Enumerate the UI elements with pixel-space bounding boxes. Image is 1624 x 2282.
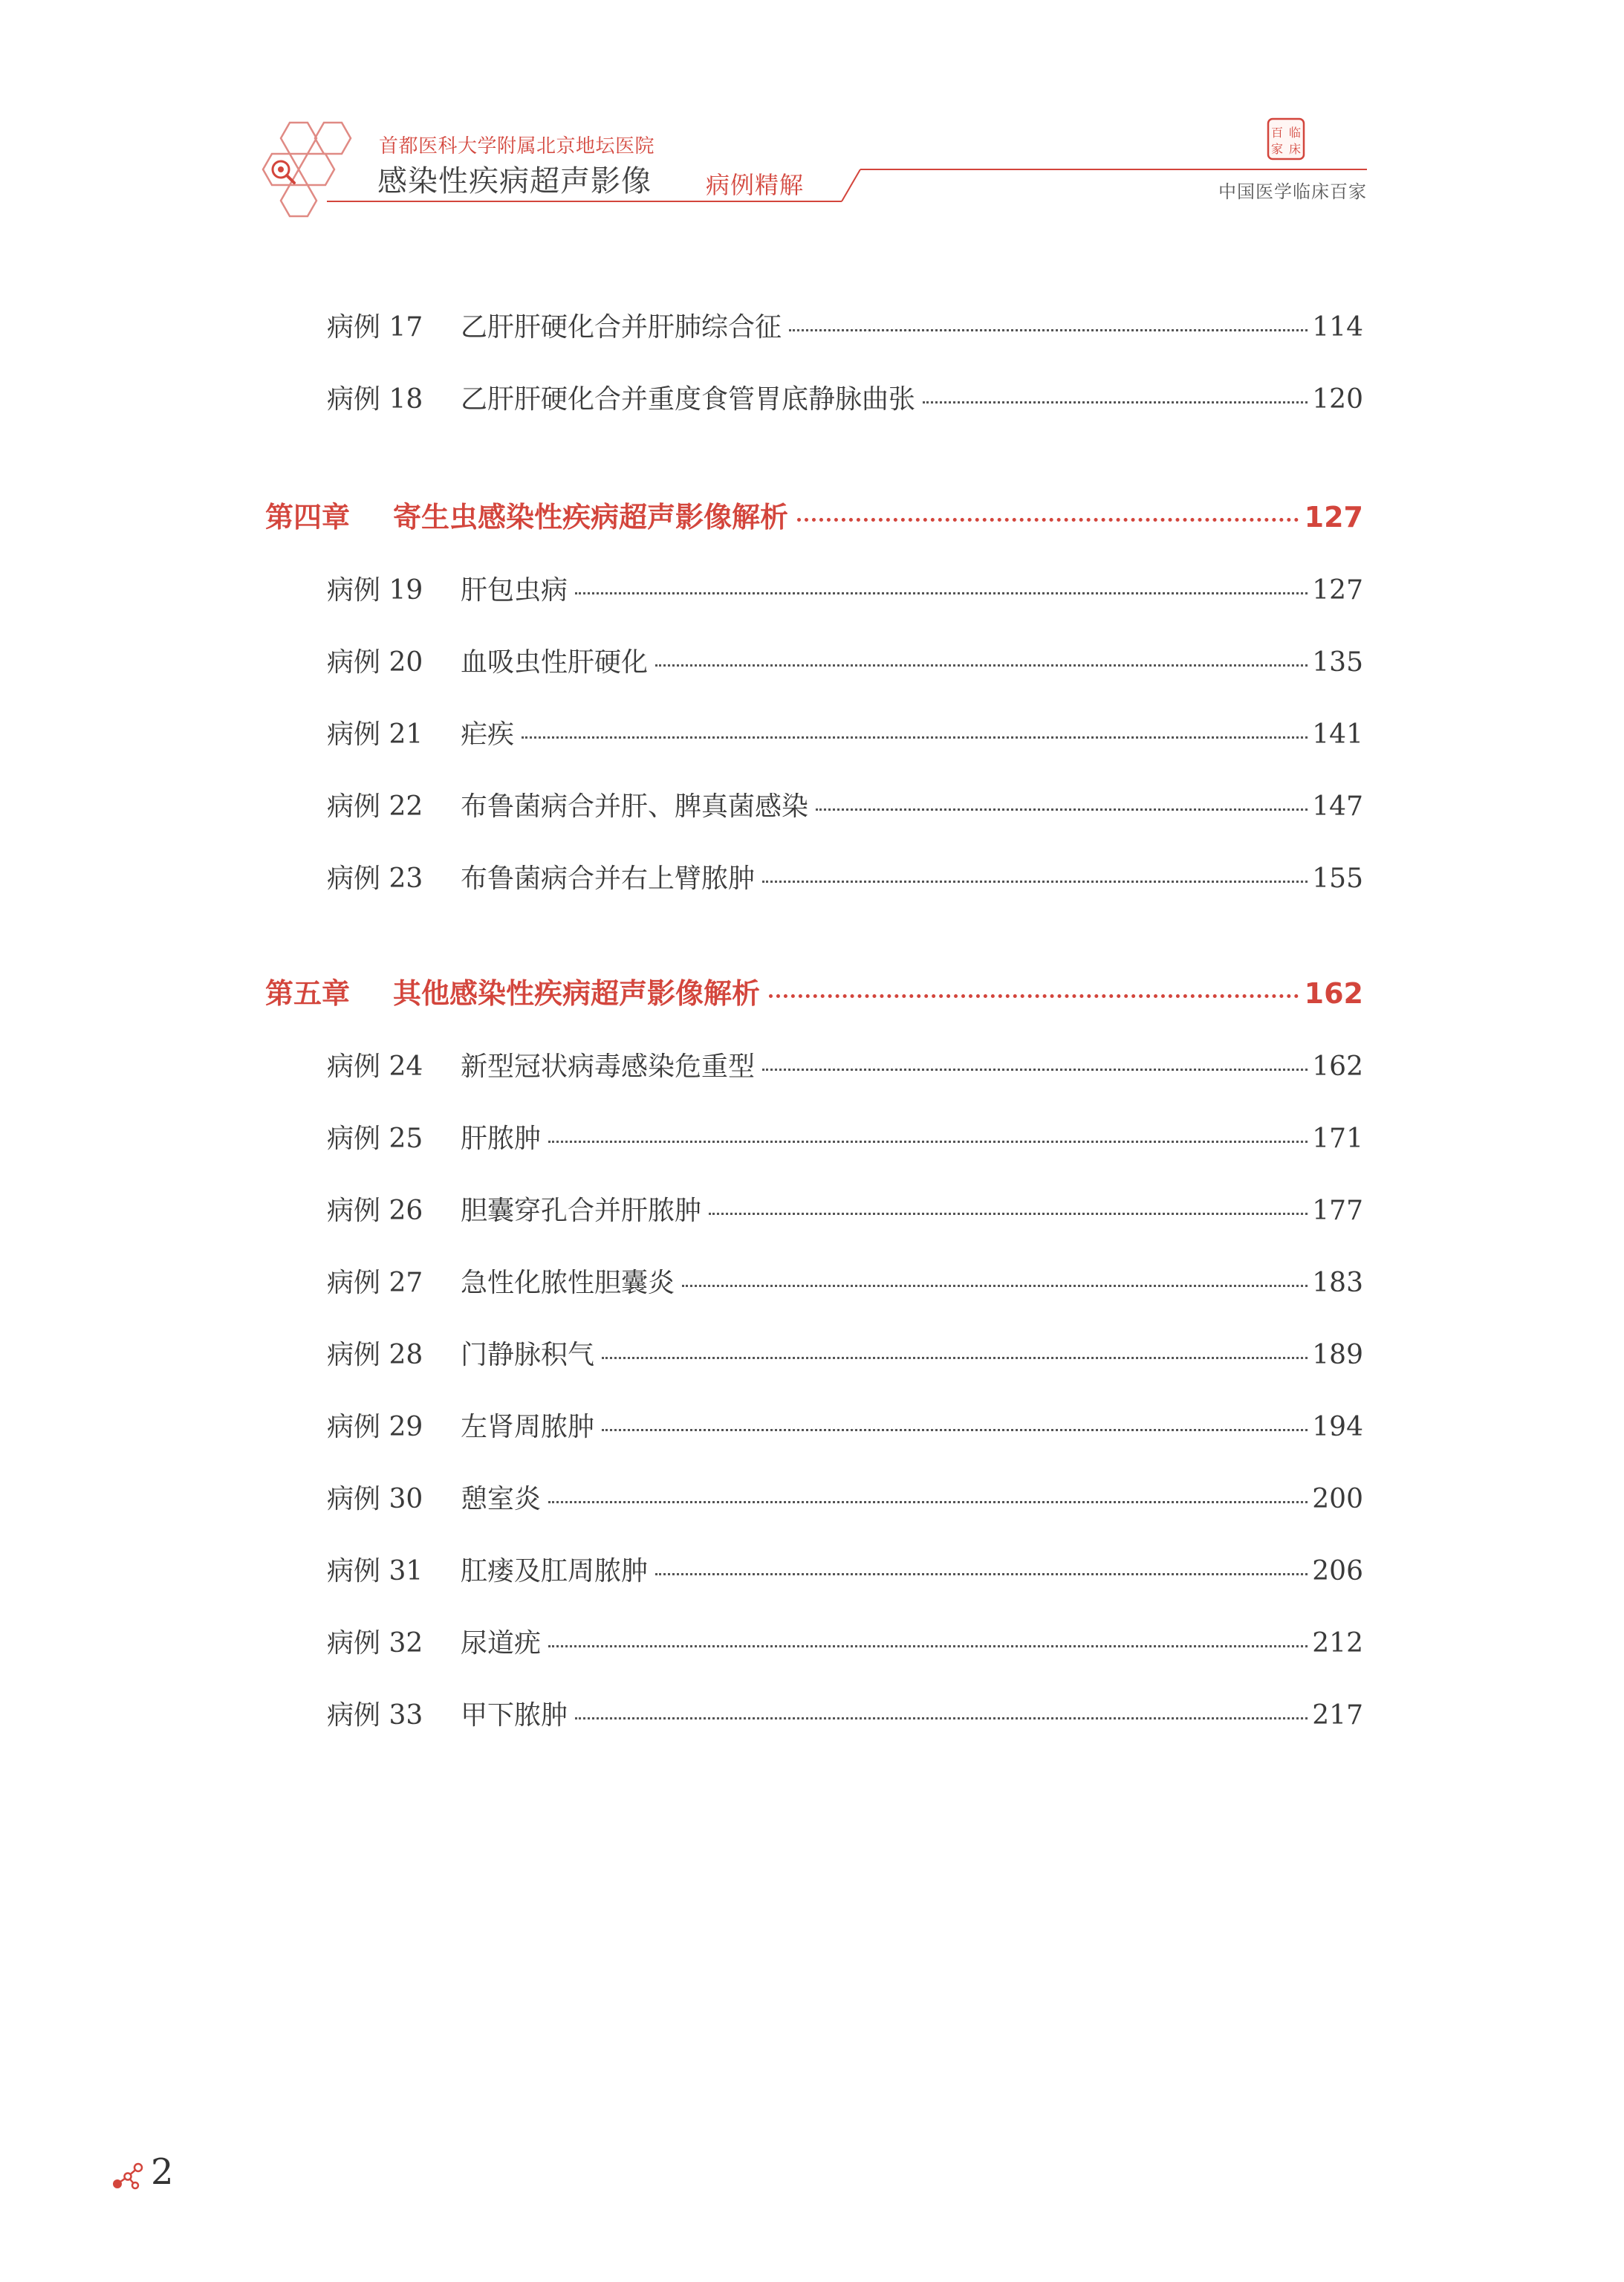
case-label: 病例 30	[327, 1484, 423, 1514]
case-label: 病例 22	[327, 791, 423, 822]
case-title: 乙肝肝硬化合并肝肺综合征	[461, 312, 782, 343]
toc-entry[interactable]	[327, 569, 1363, 611]
svg-text:家: 家	[1270, 142, 1284, 156]
dot-leader	[789, 329, 1308, 331]
case-title: 布鲁菌病合并右上臂脓肿	[461, 863, 756, 894]
svg-text:临: 临	[1288, 126, 1302, 140]
toc-entry[interactable]	[327, 1262, 1363, 1303]
case-label: 病例 20	[327, 647, 423, 678]
dot-leader	[816, 808, 1308, 811]
case-title: 胆囊穿孔合并肝脓肿	[461, 1196, 702, 1226]
page-ref: 217	[1312, 1700, 1363, 1731]
page-ref: 177	[1312, 1196, 1363, 1226]
toc-entry[interactable]	[327, 378, 1363, 420]
page-ref: 200	[1312, 1484, 1363, 1514]
chapter-heading[interactable]	[265, 970, 1363, 1017]
chapter-title: 其他感染性疾病超声影像解析	[393, 977, 761, 1010]
case-title: 血吸虫性肝硬化	[461, 647, 649, 678]
toc-entry[interactable]	[327, 1046, 1363, 1087]
chapter-heading[interactable]	[265, 494, 1363, 540]
case-label: 病例 21	[327, 719, 423, 750]
case-title: 肛瘘及肛周脓肿	[461, 1556, 649, 1586]
page-ref: 194	[1312, 1412, 1363, 1442]
toc-entry[interactable]	[327, 641, 1363, 683]
toc-entry[interactable]	[327, 1478, 1363, 1520]
svg-text:床: 床	[1288, 142, 1302, 156]
toc-entry[interactable]	[327, 306, 1363, 348]
toc-entry[interactable]	[327, 713, 1363, 755]
dot-leader	[575, 592, 1308, 594]
case-label: 病例 23	[327, 863, 423, 894]
page-number: 2	[151, 2151, 174, 2193]
page-ref: 147	[1312, 791, 1363, 822]
toc-entry[interactable]	[327, 1622, 1363, 1664]
dot-leader	[923, 401, 1308, 403]
dot-leader	[548, 1501, 1308, 1503]
page-ref: 141	[1312, 719, 1363, 750]
page-ref: 183	[1312, 1268, 1363, 1298]
page-ref: 162	[1304, 977, 1363, 1010]
dot-leader	[575, 1717, 1308, 1719]
case-title: 左肾周脓肿	[461, 1412, 595, 1442]
dot-leader	[548, 1645, 1308, 1647]
case-title: 门静脉积气	[461, 1340, 595, 1370]
case-title: 甲下脓肿	[461, 1700, 568, 1731]
case-label: 病例 25	[327, 1124, 423, 1154]
case-label: 病例 26	[327, 1196, 423, 1226]
page-ref: 120	[1312, 384, 1363, 415]
case-title: 憩室炎	[461, 1484, 542, 1514]
chapter-title: 寄生虫感染性疾病超声影像解析	[393, 501, 789, 534]
case-label: 病例 19	[327, 575, 423, 606]
case-title: 尿道疣	[461, 1628, 542, 1659]
svg-text:百: 百	[1270, 126, 1284, 140]
dot-leader	[682, 1285, 1308, 1287]
page-ref: 114	[1312, 312, 1363, 343]
page-ref: 155	[1312, 863, 1363, 894]
dot-leader	[655, 664, 1308, 667]
dot-leader	[769, 994, 1299, 998]
page-ref: 127	[1312, 575, 1363, 606]
page-ref: 162	[1312, 1051, 1363, 1082]
case-label: 病例 17	[327, 312, 423, 343]
case-title: 新型冠状病毒感染危重型	[461, 1051, 756, 1082]
dot-leader	[797, 518, 1299, 522]
case-title: 疟疾	[461, 719, 515, 750]
dot-leader	[548, 1141, 1308, 1143]
case-title: 急性化脓性胆囊炎	[461, 1268, 675, 1298]
dot-leader	[762, 1069, 1308, 1071]
case-label: 病例 32	[327, 1628, 423, 1659]
case-label: 病例 28	[327, 1340, 423, 1370]
dot-leader	[602, 1357, 1308, 1359]
page-ref: 135	[1312, 647, 1363, 678]
dot-leader	[602, 1429, 1308, 1431]
dot-leader	[762, 881, 1308, 883]
molecule-icon	[110, 2159, 147, 2193]
toc-entry[interactable]	[327, 1334, 1363, 1375]
series-seal	[1267, 117, 1305, 161]
case-title: 布鲁菌病合并肝、脾真菌感染	[461, 791, 809, 822]
case-label: 病例 18	[327, 384, 423, 415]
toc-entry[interactable]	[327, 1550, 1363, 1592]
toc-entry[interactable]	[327, 858, 1363, 899]
series-name: 中国医学临床百家	[1218, 181, 1367, 202]
case-label: 病例 24	[327, 1051, 423, 1082]
page-ref: 206	[1312, 1556, 1363, 1586]
toc-entry[interactable]	[327, 1406, 1363, 1448]
chapter-label: 第四章	[265, 501, 351, 534]
book-title: 感染性疾病超声影像	[377, 164, 652, 198]
case-title: 乙肝肝硬化合并重度食管胃底静脉曲张	[461, 384, 916, 415]
case-title: 肝脓肿	[461, 1124, 542, 1154]
dot-leader	[522, 736, 1308, 739]
page-ref: 171	[1312, 1124, 1363, 1154]
header-rule	[0, 0, 1624, 238]
toc-entry[interactable]	[327, 1190, 1363, 1231]
case-label: 病例 27	[327, 1268, 423, 1298]
page-ref: 189	[1312, 1340, 1363, 1370]
case-title: 肝包虫病	[461, 575, 568, 606]
page-ref: 127	[1304, 501, 1363, 534]
dot-leader	[709, 1213, 1308, 1215]
case-label: 病例 33	[327, 1700, 423, 1731]
case-label: 病例 29	[327, 1412, 423, 1442]
chapter-label: 第五章	[265, 977, 351, 1010]
case-label: 病例 31	[327, 1556, 423, 1586]
dot-leader	[655, 1573, 1308, 1575]
book-subtitle: 病例精解	[706, 171, 805, 199]
toc-entry[interactable]	[327, 785, 1363, 827]
hexagon-magnifier-icon	[260, 115, 364, 227]
page-ref: 212	[1312, 1628, 1363, 1659]
toc-entry[interactable]	[327, 1694, 1363, 1736]
hospital-name: 首都医科大学附属北京地坛医院	[379, 135, 655, 158]
toc-entry[interactable]	[327, 1118, 1363, 1159]
